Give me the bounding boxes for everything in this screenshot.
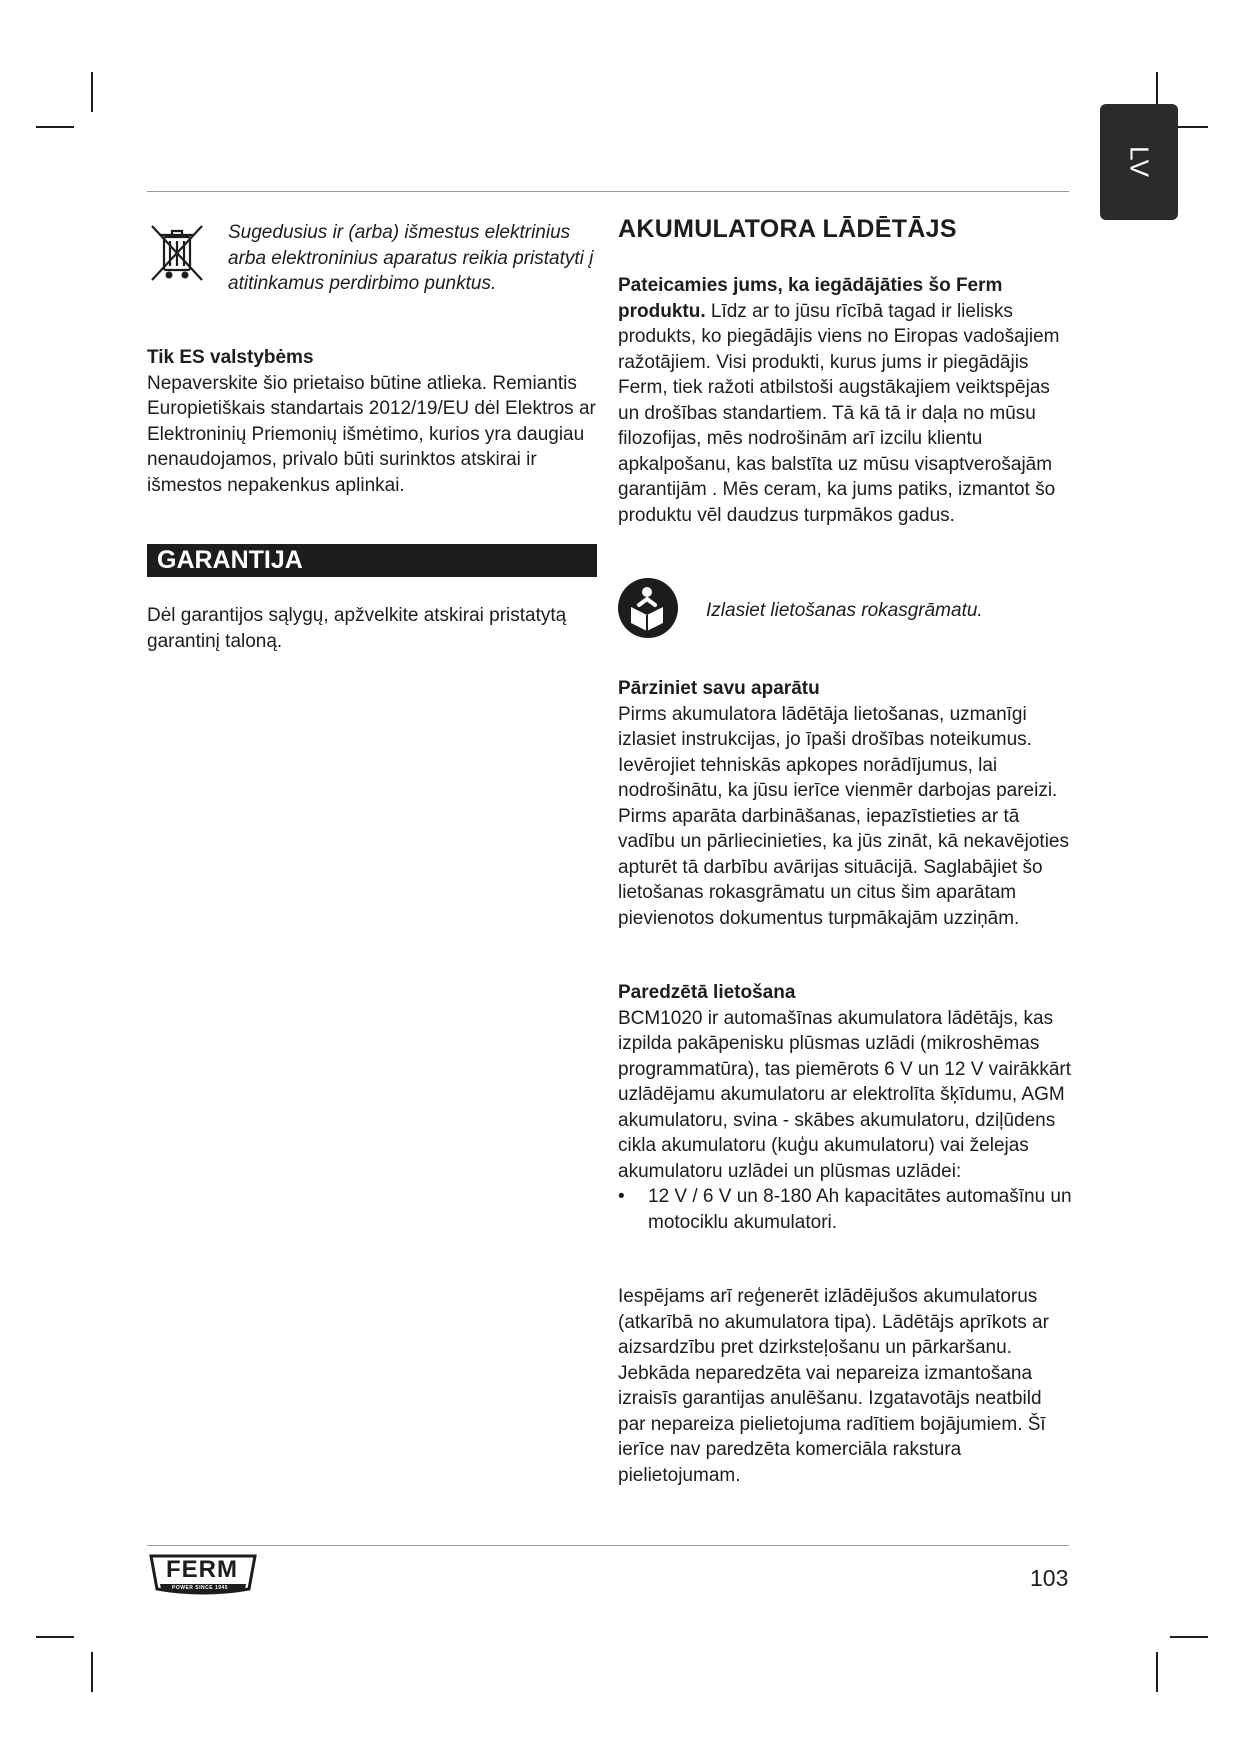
review-text: Pirms akumulatora lādētāja lietošanas, uzmanīgi izlasiet instrukcijas, jo īpaši drošības noteikumus. Ievērojiet tehniskās apkopes norādījumus, lai nodrošinātu, ka jūsu ierīce vienmēr darbojas pareizi. Pirms aparāta darbināšanas, iepazīstieties ar tā vadību un pārliecinieties, ka jūs zināt, kā nekavējoties apturēt tā darbību avārijas situācijā. Saglabājiet šo lietošanas rokasgrāmatu un citus šim aparātam pievienotos dokumentus turpmākajām uzziņām. bbox=[618, 703, 1069, 929]
intro-paragraph bbox=[618, 273, 1073, 528]
warranty-banner bbox=[147, 544, 597, 577]
eu-text: Nepaverskite šio prietaiso būtine atlieka. Remiantis Europietiškais standartais 2012/19/EU dėl Elektros ar Elektroninių Priemonių išmėtimo, kurios yra daugiau nenaudojamos, privalo būti surinktos atskirai ir išmestos nepakenkus aplinkai. bbox=[147, 372, 596, 496]
warranty-text: Dėl garantijos sąlygų, apžvelkite atskirai pristatytą garantinį taloną. bbox=[147, 605, 567, 652]
manual-note: Izlasiet lietošanas rokasgrāmatu. bbox=[706, 600, 983, 621]
intro-text: Līdz ar to jūsu rīcībā tagad ir lielisks produkts, ko piegādājis viens no Eiropas vadošajiem ražotājiem. Visi produkti, kurus jums ir piegādājis Ferm, tiek ražoti atbilstoši augstākajiem veiktspējas un drošības standartiem. Tā kā tā ir daļa no mūsu filozofijas, mēs nodrošinām arī izcilu klientu apkalpošanu, kas balstīta uz mūsu visaptverošajām garantijām . Mēs ceram, ka jums patiks, izmantot šo produktu vēl daudzus turpmākos gadus. bbox=[618, 300, 1060, 526]
weee-bin-icon bbox=[148, 222, 206, 284]
bullet-text: 12 V / 6 V un 8-180 Ah kapacitātes automašīnu un motociklu akumulatori. bbox=[648, 1186, 1072, 1233]
ferm-logo bbox=[148, 1553, 258, 1597]
eu-heading: Tik ES valstybėms bbox=[147, 347, 314, 368]
intended-heading: Paredzētā lietošana bbox=[618, 982, 796, 1003]
list-item bbox=[618, 1184, 1073, 1235]
page-title: AKUMULATORA LĀDĒTĀJS bbox=[618, 215, 957, 243]
recycle-note: Sugedusius ir (arba) išmestus elektrinius arba elektroninius aparatus reikia pristatyti į atitinkamus perdirbimo punktus. bbox=[228, 222, 594, 294]
logo-brand: FERM bbox=[166, 1556, 238, 1583]
page-number: 103 bbox=[1030, 1565, 1069, 1591]
review-heading: Pārziniet savu aparātu bbox=[618, 678, 820, 699]
footer-divider bbox=[147, 1545, 1069, 1546]
crop-mark bbox=[91, 72, 93, 112]
bullet-icon: • bbox=[618, 1186, 625, 1207]
crop-mark bbox=[1156, 1652, 1158, 1692]
intro-bold: Pateicamies jums, ka iegādājāties šo Ferm produktu. bbox=[618, 275, 1003, 322]
crop-mark bbox=[36, 126, 74, 128]
warranty-title: GARANTIJA bbox=[157, 546, 303, 574]
crop-mark bbox=[36, 1636, 74, 1638]
language-tab bbox=[1100, 104, 1178, 220]
language-tab-label: LV bbox=[1124, 146, 1155, 178]
read-manual-icon bbox=[617, 577, 679, 639]
header-divider bbox=[147, 191, 1069, 192]
crop-mark bbox=[1170, 1636, 1208, 1638]
crop-mark bbox=[91, 1652, 93, 1692]
logo-tagline: POWER SINCE 1945 bbox=[172, 1585, 229, 1591]
regeneration-text: Iespējams arī reģenerēt izlādējušos akumulatorus (atkarībā no akumulatora tipa). Lādētājs aprīkots ar aizsardzību pret dzirksteļošanu un pārkaršanu. Jebkāda neparedzēta vai nepareiza izmantošana izraisīs garantijas anulēšanu. Izgatavotājs neatbild par nepareiza pielietojuma radītiem bojājumiem. Šī ierīce nav paredzēta komerciāla rakstura pielietojumam. bbox=[618, 1286, 1049, 1486]
intended-text: BCM1020 ir automašīnas akumulatora lādētājs, kas izpilda pakāpenisku plūsmas uzlādi (mikroshēmas programmatūra), tas piemērots 6 V un 12 V vairākkārt uzlādējamu akumulatoru ar elektrolīta šķīdumu, AGM akumulatoru, svina - skābes akumulatoru, dziļūdens cikla akumulatoru (kuģu akumulatoru) vai želejas akumulatoru uzlādei un plūsmas uzlādei: bbox=[618, 1007, 1072, 1182]
